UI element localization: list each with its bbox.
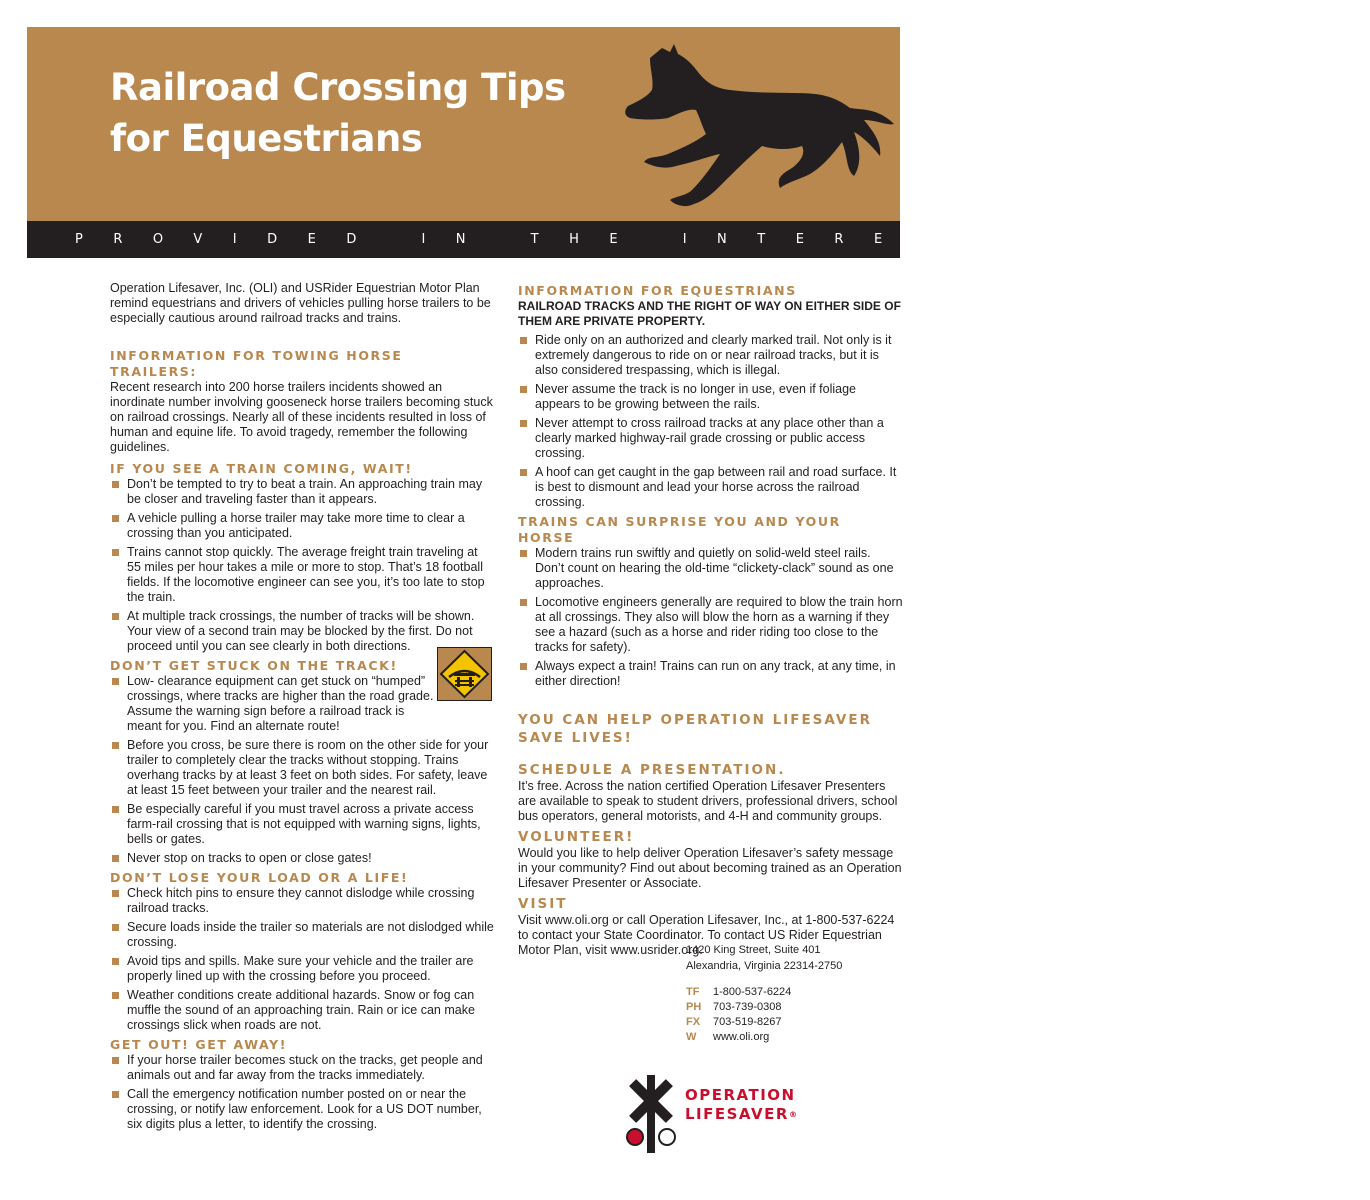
list-item: Weather conditions create additional hazards. Snow or fog can muffle the sound of an approaching train. Rain or ice can make crossings slick when roads are not. (110, 988, 495, 1033)
crossbuck-logo-icon (625, 1075, 677, 1153)
contact-value: 703-739-0308 (713, 1001, 782, 1013)
surprise-list (518, 546, 903, 689)
list-item: Trains cannot stop quickly. The average freight train traveling at 55 miles per hour takes a mile or more to stop. That’s 18 football fields. If the locomotive engineer can see you, it’s too late to stop the train. (110, 545, 495, 605)
contact-list (686, 985, 791, 1045)
list-item: A vehicle pulling a horse trailer may take more time to clear a crossing than you anticipated. (110, 511, 495, 541)
visit-paragraph: Visit www.oli.org or call Operation Lifesaver, Inc., at 1-800-537-6224 to contact your State Coordinator. To contact US Rider Equestrian Motor Plan, visit www.usrider.org. (518, 913, 895, 957)
visit-heading: VISIT (518, 896, 568, 912)
away-heading: GET OUT! GET AWAY! (110, 1037, 288, 1052)
help-heading (518, 711, 903, 747)
address-block (686, 942, 842, 974)
safety-tagline: PROVIDED IN THE INTEREST OF SAFETY (75, 232, 1370, 247)
wait-heading: IF YOU SEE A TRAIN COMING, WAIT! (110, 461, 413, 476)
list-item: Never assume the track is no longer in use, even if foliage appears to be growing between the rails. (518, 382, 903, 412)
list-item: Locomotive engineers generally are required to blow the train horn at all crossings. They also will blow the horn as a warning if they see a hazard (such as a horse and rider riding too close to the tracks for safety). (518, 595, 903, 655)
equestrians-heading: INFORMATION FOR EQUESTRIANS (518, 283, 797, 298)
contact-value: www.oli.org (713, 1031, 770, 1043)
list-item: Modern trains run swiftly and quietly on solid-weld steel rails. Don’t count on hearing the old-time “clickety-clack” sound as one approaches. (518, 546, 903, 591)
address-line-2: Alexandria, Virginia 22314-2750 (686, 960, 843, 972)
logo-line-2: LIFESAVER (685, 1105, 789, 1123)
contact-value: 1-800-537-6224 (713, 986, 792, 998)
list-item: Low- clearance equipment can get stuck on “humped” crossings, where tracks are higher than the road grade. Assume the warning sign before a railroad track is meant for you. Find an alternate route! (110, 674, 495, 734)
contact-row (686, 1000, 791, 1015)
safety-tagline-bar (27, 221, 1370, 258)
list-item: If your horse trailer becomes stuck on the tracks, get people and animals out and far away from the tracks immediately. (110, 1053, 495, 1083)
registered-mark: ® (788, 1110, 797, 1119)
volunteer-heading: VOLUNTEER! (518, 829, 635, 845)
operation-lifesaver-logo (625, 1075, 835, 1153)
list-item: A hoof can get caught in the gap between rail and road surface. It is best to dismount and lead your horse across the railroad crossing. (518, 465, 903, 510)
horse-silhouette-icon (610, 38, 898, 218)
list-item: Secure loads inside the trailer so materials are not dislodged while crossing. (110, 920, 495, 950)
load-list (110, 886, 495, 1033)
list-item: Call the emergency notification number posted on or near the crossing, or notify law enforcement. Look for a US DOT number, six digits plus a letter, to identify the crossing. (110, 1087, 495, 1132)
page-title (110, 62, 566, 164)
equestrians-subheading: RAILROAD TRACKS AND THE RIGHT OF WAY ON EITHER SIDE OF THEM ARE PRIVATE PROPERTY. (518, 299, 901, 328)
equestrians-list (518, 333, 903, 510)
list-item: Never attempt to cross railroad tracks at any place other than a clearly marked highway-rail grade crossing or public access crossing. (518, 416, 903, 461)
left-column (110, 281, 495, 1136)
contact-row (686, 1030, 791, 1045)
stuck-list (110, 674, 495, 866)
list-item: Be especially careful if you must travel across a private access farm-rail crossing that is not equipped with warning signs, lights, bells or gates. (110, 802, 495, 847)
contact-row (686, 1015, 791, 1030)
humped-crossing-sign-icon (437, 647, 492, 701)
list-item: Always expect a train! Trains can run on any track, at any time, in either direction! (518, 659, 903, 689)
list-item: Ride only on an authorized and clearly marked trail. Not only is it extremely dangerous to ride on or near railroad tracks, but it is also considered trespassing, which is illegal. (518, 333, 903, 378)
contact-value: 703-519-8267 (713, 1016, 782, 1028)
contact-label: TF (686, 986, 700, 998)
address-line-1: 1420 King Street, Suite 401 (686, 944, 821, 956)
list-item: Check hitch pins to ensure they cannot dislodge while crossing railroad tracks. (110, 886, 495, 916)
help-heading-line-2: SAVE LIVES! (518, 730, 633, 746)
volunteer-paragraph: Would you like to help deliver Operation Lifesaver’s safety message in your community? Find out about becoming trained as an Operation Lifesaver Presenter or Associate. (518, 846, 902, 890)
surprise-heading: TRAINS CAN SURPRISE YOU AND YOUR HORSE (518, 514, 841, 545)
list-item: At multiple track crossings, the number of tracks will be shown. Your view of a second train may be blocked by the first. Do not proceed until you can see clearly in both directions. (110, 609, 495, 654)
towing-heading: INFORMATION FOR TOWING HORSE TRAILERS: (110, 348, 403, 379)
presentation-heading: SCHEDULE A PRESENTATION. (518, 762, 786, 778)
load-heading: DON’T LOSE YOUR LOAD OR A LIFE! (110, 870, 409, 885)
contact-label: PH (686, 1001, 702, 1013)
logo-wordmark (685, 1086, 797, 1124)
intro-paragraph: Operation Lifesaver, Inc. (OLI) and USRider Equestrian Motor Plan remind equestrians and drivers of vehicles pulling horse trailers to be especially cautious around railroad tracks and trains. (110, 281, 491, 325)
stuck-heading: DON’T GET STUCK ON THE TRACK! (110, 658, 398, 673)
list-item: Never stop on tracks to open or close gates! (110, 851, 495, 866)
contact-label: W (686, 1031, 697, 1043)
contact-label: FX (686, 1016, 701, 1028)
wait-list (110, 477, 495, 654)
right-column (518, 283, 903, 958)
list-item: Before you cross, be sure there is room on the other side for your trailer to completely clear the tracks without stopping. Trains overhang tracks by at least 3 feet on both sides. For safety, leave at least 15 feet between your trailer and the nearest rail. (110, 738, 495, 798)
logo-line-1: OPERATION (685, 1086, 796, 1104)
list-item: Avoid tips and spills. Make sure your vehicle and the trailer are properly lined up with the crossing before you proceed. (110, 954, 495, 984)
presentation-paragraph: It’s free. Across the nation certified Operation Lifesaver Presenters are available to speak to student drivers, professional drivers, school bus operators, general motorists, and 4-H and community groups. (518, 779, 898, 823)
help-heading-line-1: YOU CAN HELP OPERATION LIFESAVER (518, 712, 872, 728)
list-item: Don’t be tempted to try to beat a train. An approaching train may be closer and traveling faster than it appears. (110, 477, 495, 507)
contact-row (686, 985, 791, 1000)
away-list (110, 1053, 495, 1132)
title-line-2: for Equestrians (110, 117, 423, 160)
towing-paragraph: Recent research into 200 horse trailers incidents showed an inordinate number involving gooseneck horse trailers becoming stuck on railroad crossings. Nearly all of these incidents resulted in loss of human and equine life. To avoid tragedy, remember the following guidelines. (110, 380, 493, 454)
title-line-1: Railroad Crossing Tips (110, 66, 566, 109)
